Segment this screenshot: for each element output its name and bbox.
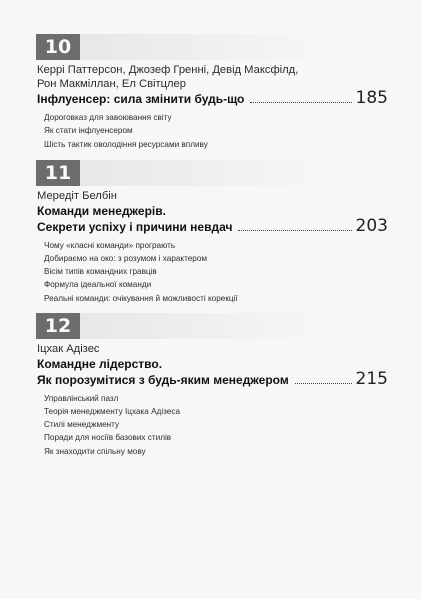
subsection-item: Поради для носіїв базових стилів [44, 433, 172, 443]
subsection-item: Як стати інфлуенсером [44, 126, 133, 136]
chapter-title-entry[interactable] [37, 215, 388, 236]
chapter-10 [36, 34, 388, 151]
subsection-list [44, 111, 388, 151]
subsection-item: Стилі менеджменту [44, 420, 120, 430]
chapter-title-entry[interactable] [37, 88, 388, 108]
dot-leader [295, 383, 352, 384]
chapter-title-line-1[interactable] [37, 357, 388, 372]
author-line: Мередіт Белбін [37, 190, 117, 202]
chapter-authors [37, 190, 388, 204]
chapter-authors [37, 64, 388, 91]
chapter-title-entry[interactable] [37, 368, 388, 389]
chapter-number-block [36, 313, 384, 339]
subsection-item: Управлінський пазл [44, 393, 119, 403]
subsection-item: Дороговказ для завоювання світу [44, 113, 172, 122]
subsection-item: Вісім типів командних гравців [44, 267, 157, 277]
chapter-number-block [36, 160, 384, 186]
subsection-list [44, 392, 388, 458]
chapter-11 [36, 160, 388, 305]
chapter-number: 12 [36, 313, 80, 339]
chapter-header-bar [80, 313, 384, 339]
chapter-title-continued: Секрети успіху і причини невдач [37, 219, 233, 234]
dot-leader [238, 230, 351, 231]
chapter-header-bar [80, 34, 384, 60]
author-line: Рон Макміллан, Ел Світцлер [37, 77, 186, 90]
chapter-title-continued: Як порозумітися з будь-яким менеджером [37, 372, 289, 387]
chapter-12 [36, 313, 388, 458]
dot-leader [250, 102, 351, 103]
chapter-title: Командне лідерство. [37, 356, 163, 371]
chapter-authors [37, 343, 388, 357]
chapter-number: 11 [36, 160, 80, 186]
chapter-number: 10 [36, 34, 80, 60]
page-number: 203 [355, 215, 388, 236]
subsection-list [44, 239, 388, 305]
subsection-item: Добираємо на око: з розумом і характером [44, 253, 208, 263]
subsection-item: Теорія менеджменту Іцхака Адізеса [44, 406, 181, 416]
page-number: 185 [355, 88, 388, 108]
subsection-item: Реальні команди: очікування й можливості корекції [44, 293, 238, 303]
chapter-header-bar [80, 160, 384, 186]
page-number: 215 [355, 368, 388, 389]
author-line: Керрі Паттерсон, Джозеф Гренні, Девід Максфілд, [37, 64, 299, 76]
chapter-title: Команди менеджерів. [37, 203, 166, 218]
chapter-number-block [36, 34, 384, 60]
subsection-item: Чому «класні команди» програють [44, 240, 176, 250]
subsection-item: Шість тактик оволодіння ресурсами впливу [44, 139, 208, 149]
subsection-item: Формула ідеальної команди [44, 280, 152, 290]
chapter-title: Інфлуенсер: сила змінити будь-що [37, 92, 245, 106]
subsection-item: Як знаходити спільну мову [44, 446, 146, 456]
author-line: Іцхак Адізес [37, 343, 100, 355]
chapter-title-line-1[interactable] [37, 204, 388, 219]
